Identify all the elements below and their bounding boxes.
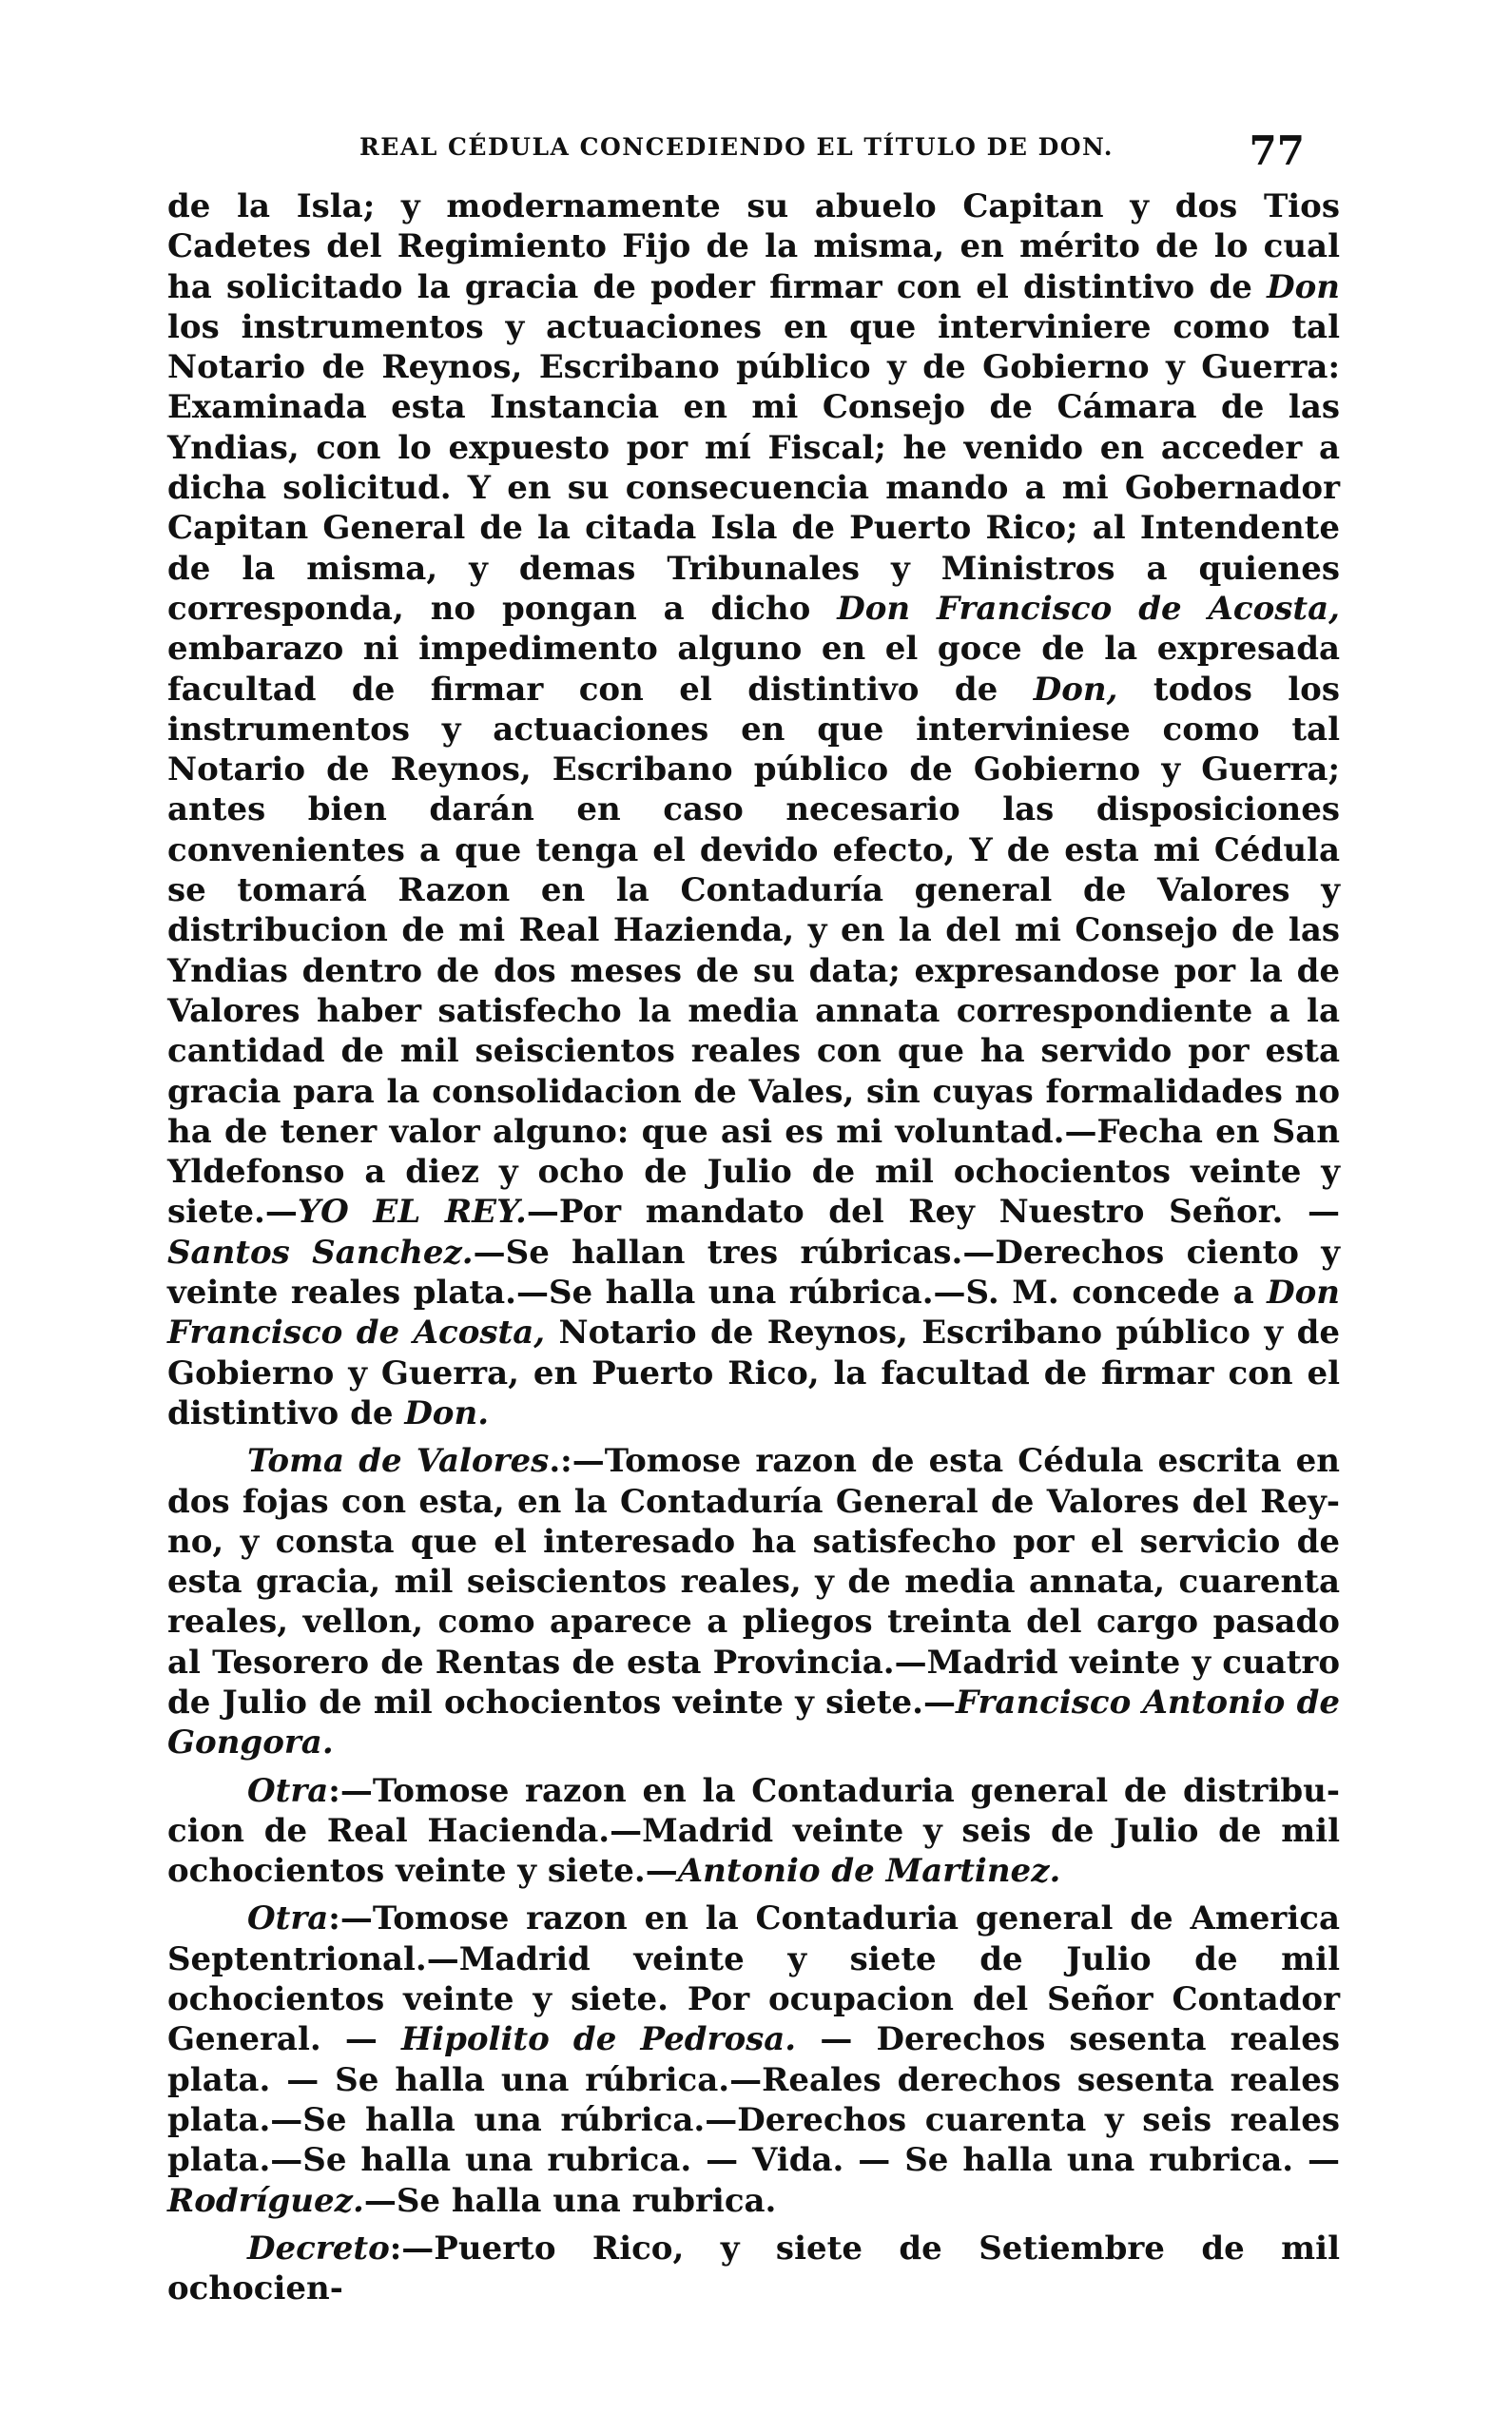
italic-run: Don: [1267, 267, 1340, 306]
paragraph: [167, 1441, 1340, 1762]
italic-run: Hipolito de Pedrosa.: [401, 2020, 797, 2059]
paragraph: [167, 1899, 1340, 2220]
text-run: —Por mandato del Rey Nuestro Señor. —: [526, 1193, 1340, 1232]
text-run: —Se halla una rubrica.: [363, 2181, 777, 2220]
italic-run: Rodríguez.: [167, 2181, 364, 2220]
italic-run: Santos Sanchez.: [167, 1233, 474, 1272]
text-run: .:—Tomose razon de esta Cédula escrita en dos fojas con esta, en la Contaduría General de Valores del Reyno, y consta que el interesado ha satisfecho por el servicio de esta gracia, mil seiscientos reales, y de media annata, cuarenta reales, vellon, como aparece a pliegos treinta del cargo pasado al Tesorero de Rentas de esta Provincia.—Madrid veinte y cuatro de Julio de mil ochocientos veinte y siete.—: [167, 1442, 1341, 1722]
running-title: REAL CÉDULA CONCEDIENDO EL TÍTULO DE DON.: [359, 133, 1114, 161]
text-run: embarazo ni impedimento alguno en el goce de la expresada facultad de firmar con el distintivo de: [167, 630, 1340, 709]
italic-run: Antonio de Martinez.: [677, 1852, 1061, 1891]
page-number: 77: [1249, 127, 1305, 174]
italic-run: Don Francisco de Acosta,: [167, 1274, 1340, 1353]
italic-run: Don.: [404, 1393, 490, 1432]
text-run: los instrumentos y actuaciones en que interviniere como tal Notario de Reynos, Escribano público y de Gobierno y Guerra: Examinada esta Instancia en mi Consejo de Cámara de las Yndias, con lo expuesto por mí Fiscal; he venido en acceder a dicha solicitud. Y en su consecuencia mando a mi Gobernador Capitan General de la citada Isla de Puerto Rico; al Intendente de la misma, y demas Tribunales y Ministros a quienes corresponda, no pongan a dicho: [167, 307, 1340, 628]
text-run: de la Isla; y modernamente su abuelo Capitan y dos Tios Cadetes del Regimiento Fijo de la misma, en mérito de lo cual ha solicitado la gracia de poder firmar con el distintivo de: [167, 187, 1340, 306]
text-run: todos los instrumentos y actuaciones en que interviniese como tal Notario de Reynos, Escribano público de Gobierno y Guerra; antes bien darán en caso necesario las disposiciones convenientes a que tenga el devido efecto, Y de esta mi Cédula se tomará Razon en la Contaduría general de Valores y distribucion de mi Real Hazienda, y en la del mi Consejo de las Yndias dentro de dos meses de su data; expresandose por la de Valores haber satisfecho la media annata correspondiente a la cantidad de mil seiscientos reales con que ha servido por esta gracia para la consolidacion de Vales, sin cuyas formalidades no ha de tener valor alguno: que asi es mi voluntad.—Fecha en San Yldefonso a diez y ocho de Julio de mil ochocientos veinte y siete.—: [167, 670, 1340, 1232]
text-run: :—Tomose razon en la Contaduria general de America Septentrional.—Madrid veinte y siete de Julio de mil ochocientos veinte y siete. Por ocupacion del Señor Contador General. —: [167, 1899, 1340, 2059]
text-run: :—Puerto Rico, y siete de Setiembre de mil ochocien-: [167, 2229, 1340, 2308]
text-run: Notario de Reynos, Escribano público y de Gobierno y Guerra, en Puerto Rico, la facultad de firmar con el distintivo de: [167, 1314, 1340, 1432]
italic-run: Don,: [1033, 670, 1118, 709]
paragraph: [167, 186, 1340, 1433]
text-run: :—Tomose razon en la Contaduria general de distribucion de Real Hacienda.—Madrid veinte y seis de Julio de mil ochocientos veinte y siete.—: [167, 1771, 1340, 1891]
text-run: —Se hallan tres rúbricas.—Derechos ciento y veinte reales plata.—Se halla una rúbrica.—S. M. concede a: [167, 1233, 1340, 1313]
italic-run: YO EL REY.: [297, 1193, 527, 1232]
italic-run: Don Francisco de Acosta,: [837, 589, 1340, 628]
italic-run: Otra: [247, 1771, 329, 1810]
italic-run: Otra: [247, 1899, 329, 1938]
running-head: [359, 127, 1305, 177]
italic-run: Toma de Valores: [247, 1442, 550, 1481]
italic-run: Francisco Antonio de Gongora.: [167, 1683, 1341, 1762]
body-text: [167, 186, 1340, 2308]
text-run: — Derechos sesenta reales plata. — Se halla una rúbrica.—Reales derechos sesenta reales plata.—Se halla una rúbrica.—Derechos cuarenta y seis reales plata.—Se halla una rubrica. — Vida. — Se halla una rubrica. —: [167, 2020, 1340, 2180]
italic-run: Decreto: [247, 2229, 390, 2268]
paragraph: [167, 2229, 1340, 2309]
paragraph: [167, 1771, 1340, 1892]
